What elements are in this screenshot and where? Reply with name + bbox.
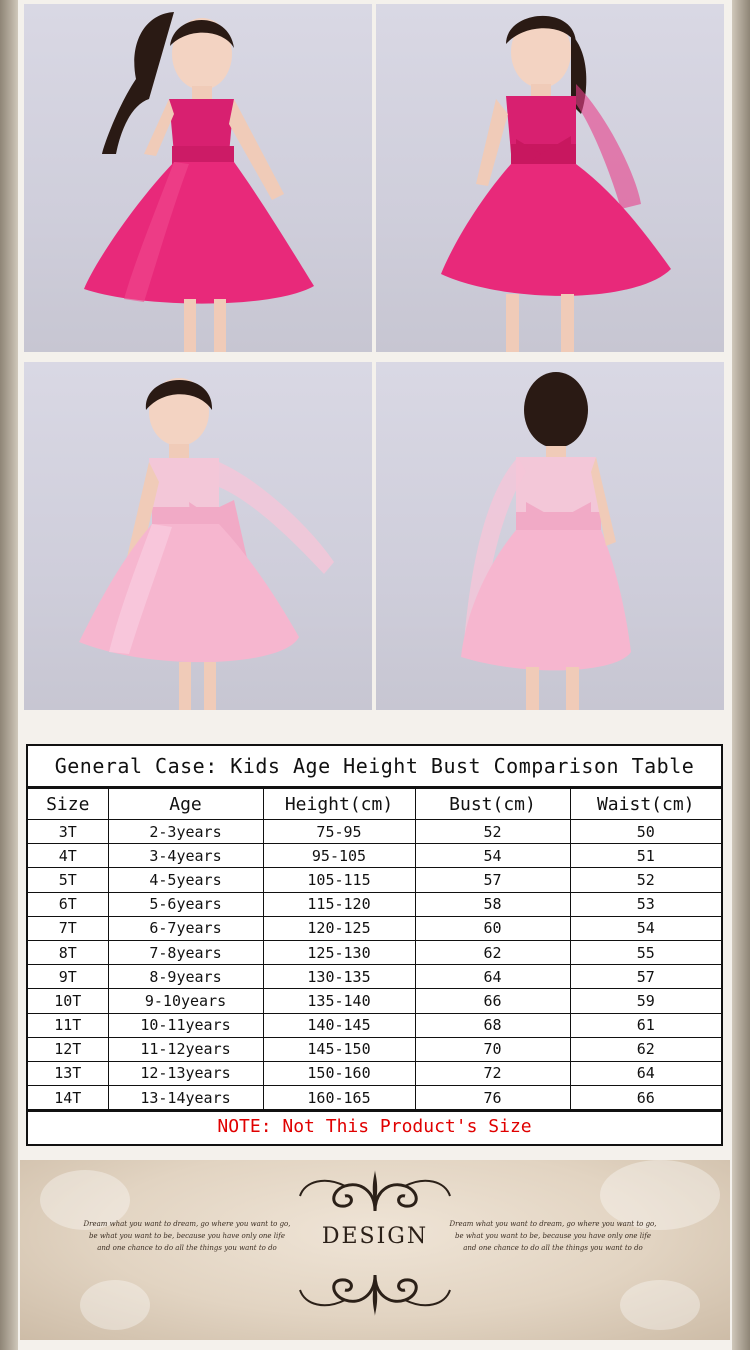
cell-waist: 52 xyxy=(570,868,721,892)
table-row xyxy=(28,868,721,892)
design-title: DESIGN xyxy=(321,1224,429,1249)
cell-bust: 52 xyxy=(415,820,570,844)
cell-size: 11T xyxy=(28,1013,108,1037)
cell-age: 13-14years xyxy=(108,1086,263,1110)
cell-age: 6-7years xyxy=(108,916,263,940)
header-bust: Bust(cm) xyxy=(415,789,570,820)
product-detail-panel xyxy=(18,0,732,1350)
product-photo-rose-front[interactable] xyxy=(24,4,372,352)
cell-bust: 58 xyxy=(415,892,570,916)
right-texture xyxy=(730,0,750,1350)
header-waist: Waist(cm) xyxy=(570,789,721,820)
table-row xyxy=(28,1086,721,1110)
script-text-right: Dream what you want to dream, go where you want to go, be what you want to be, because you have only one life and one chance to do all the things you want to do xyxy=(449,1220,657,1252)
cell-height: 120-125 xyxy=(263,916,415,940)
cell-height: 95-105 xyxy=(263,844,415,868)
table-row xyxy=(28,1013,721,1037)
cell-waist: 50 xyxy=(570,820,721,844)
cell-age: 8-9years xyxy=(108,965,263,989)
petal-decoration xyxy=(620,1280,700,1330)
cell-height: 115-120 xyxy=(263,892,415,916)
cell-size: 5T xyxy=(28,868,108,892)
product-photo-pink-front[interactable] xyxy=(24,362,372,710)
cell-bust: 72 xyxy=(415,1061,570,1085)
cell-size: 4T xyxy=(28,844,108,868)
cell-age: 3-4years xyxy=(108,844,263,868)
header-height: Height(cm) xyxy=(263,789,415,820)
cell-height: 145-150 xyxy=(263,1037,415,1061)
cell-height: 125-130 xyxy=(263,940,415,964)
table-row xyxy=(28,844,721,868)
cell-height: 135-140 xyxy=(263,989,415,1013)
rose-dress-front-illustration xyxy=(24,4,372,352)
cell-age: 9-10years xyxy=(108,989,263,1013)
table-row xyxy=(28,820,721,844)
cell-waist: 55 xyxy=(570,940,721,964)
cell-bust: 54 xyxy=(415,844,570,868)
table-row xyxy=(28,892,721,916)
left-texture xyxy=(0,0,20,1350)
cell-bust: 76 xyxy=(415,1086,570,1110)
cell-bust: 68 xyxy=(415,1013,570,1037)
cell-size: 12T xyxy=(28,1037,108,1061)
cell-age: 5-6years xyxy=(108,892,263,916)
cell-waist: 51 xyxy=(570,844,721,868)
pink-dress-front-illustration xyxy=(24,362,372,710)
cell-bust: 70 xyxy=(415,1037,570,1061)
cell-size: 9T xyxy=(28,965,108,989)
cell-size: 3T xyxy=(28,820,108,844)
cell-waist: 53 xyxy=(570,892,721,916)
petal-decoration xyxy=(80,1280,150,1330)
cell-size: 7T xyxy=(28,916,108,940)
cell-height: 160-165 xyxy=(263,1086,415,1110)
cell-waist: 59 xyxy=(570,989,721,1013)
cell-bust: 62 xyxy=(415,940,570,964)
cell-waist: 66 xyxy=(570,1086,721,1110)
size-note: NOTE: Not This Product's Size xyxy=(28,1110,721,1142)
product-photo-rose-side[interactable] xyxy=(376,4,724,352)
cell-bust: 66 xyxy=(415,989,570,1013)
table-row xyxy=(28,1037,721,1061)
cell-bust: 64 xyxy=(415,965,570,989)
cell-waist: 57 xyxy=(570,965,721,989)
cell-age: 7-8years xyxy=(108,940,263,964)
table-row xyxy=(28,989,721,1013)
cell-height: 130-135 xyxy=(263,965,415,989)
cell-height: 75-95 xyxy=(263,820,415,844)
cell-age: 10-11years xyxy=(108,1013,263,1037)
cell-height: 150-160 xyxy=(263,1061,415,1085)
cell-size: 8T xyxy=(28,940,108,964)
cell-age: 12-13years xyxy=(108,1061,263,1085)
cell-size: 10T xyxy=(28,989,108,1013)
cell-size: 6T xyxy=(28,892,108,916)
header-size: Size xyxy=(28,789,108,820)
cell-height: 105-115 xyxy=(263,868,415,892)
product-photo-pink-back[interactable] xyxy=(376,362,724,710)
size-comparison-table xyxy=(26,744,723,1146)
script-text-left: Dream what you want to dream, go where you want to go, be what you want to be, because you have only one life and one chance to do all the things you want to do xyxy=(83,1220,291,1252)
cell-size: 13T xyxy=(28,1061,108,1085)
cell-waist: 54 xyxy=(570,916,721,940)
table-title: General Case: Kids Age Height Bust Comparison Table xyxy=(28,746,721,788)
cell-waist: 62 xyxy=(570,1037,721,1061)
flourish-ornament-icon xyxy=(290,1270,460,1320)
rose-dress-side-illustration xyxy=(376,4,724,352)
cell-waist: 61 xyxy=(570,1013,721,1037)
cell-age: 11-12years xyxy=(108,1037,263,1061)
cell-age: 4-5years xyxy=(108,868,263,892)
design-banner xyxy=(20,1160,730,1340)
cell-waist: 64 xyxy=(570,1061,721,1085)
table-row xyxy=(28,916,721,940)
cell-size: 14T xyxy=(28,1086,108,1110)
table-row xyxy=(28,965,721,989)
flourish-ornament-icon xyxy=(290,1166,460,1216)
pink-dress-back-illustration xyxy=(376,362,724,710)
table-header-row xyxy=(28,789,721,820)
cell-height: 140-145 xyxy=(263,1013,415,1037)
table-row xyxy=(28,940,721,964)
cell-age: 2-3years xyxy=(108,820,263,844)
header-age: Age xyxy=(108,789,263,820)
cell-bust: 60 xyxy=(415,916,570,940)
table-row xyxy=(28,1061,721,1085)
size-table-grid xyxy=(28,788,721,1110)
size-table-body xyxy=(28,820,721,1110)
cell-bust: 57 xyxy=(415,868,570,892)
